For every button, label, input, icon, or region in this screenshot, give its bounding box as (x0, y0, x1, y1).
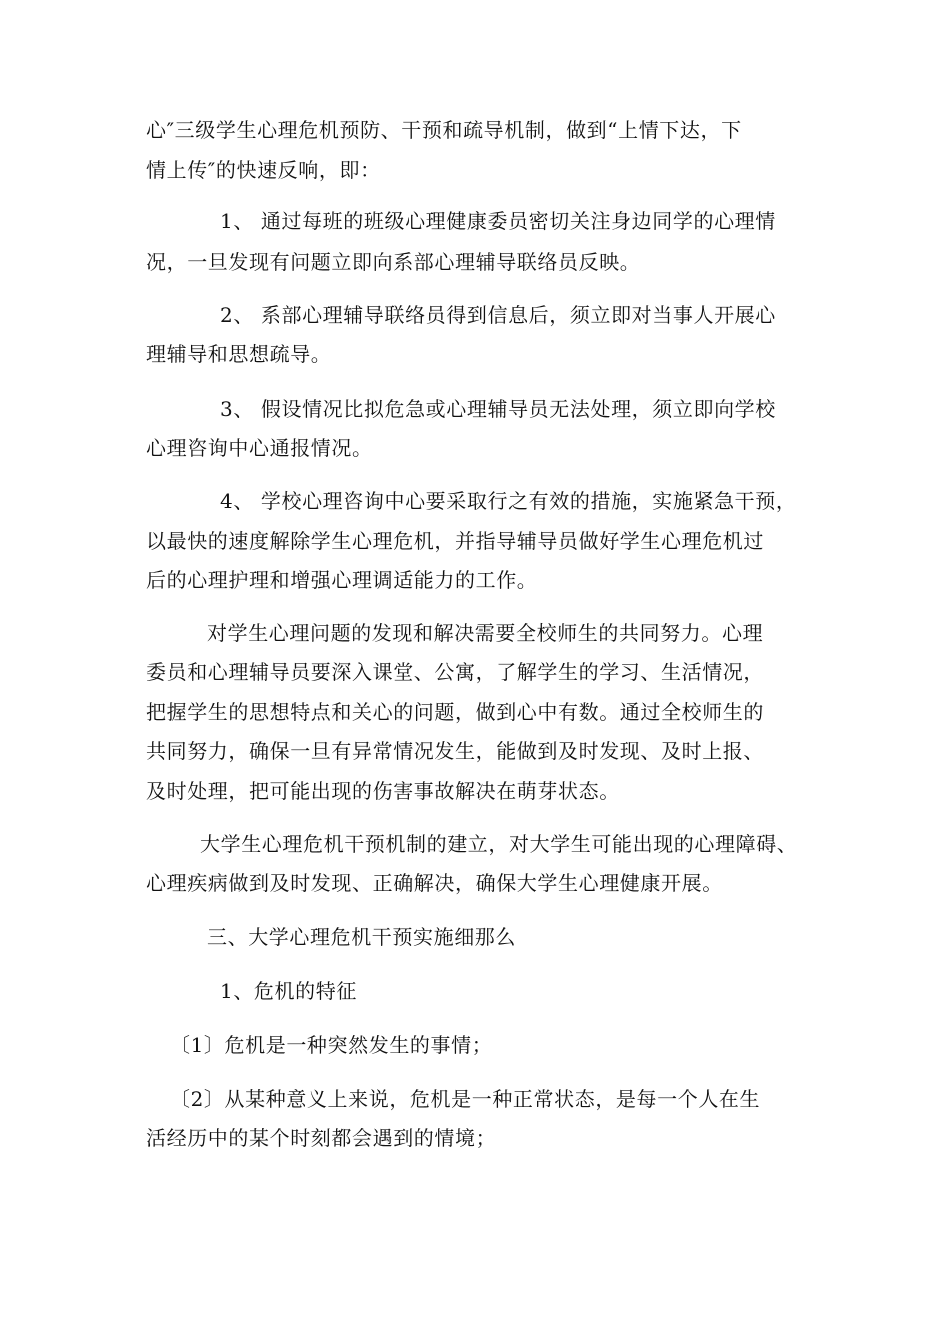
list-item-line: 〔2〕从某种意义上来说，危机是一种正常状态，是每一个人在生 (170, 1087, 761, 1111)
paragraph-line: 把握学生的思想特点和关心的问题，做到心中有数。通过全校师生的 (146, 700, 764, 724)
list-item-3-line: 心理咨询中心通报情况。 (146, 436, 373, 460)
list-item-1-line: 1、 通过每班的班级心理健康委员密切关注身边同学的心理情 (220, 209, 776, 233)
paragraph-line: 共同努力，确保一旦有异常情况发生，能做到及时发现、及时上报、 (146, 739, 764, 763)
paragraph-line: 及时处理，把可能出现的伤害事故解决在萌芽状态。 (146, 779, 620, 803)
section-heading: 三、大学心理危机干预实施细那么 (207, 925, 516, 949)
list-item-3-line: 3、 假设情况比拟危急或心理辅导员无法处理，须立即向学校 (220, 397, 776, 421)
paragraph-line: 委员和心理辅导员要深入课堂、公寓，了解学生的学习、生活情况， (146, 660, 764, 684)
list-item-2-line: 理辅导和思想疏导。 (146, 342, 332, 366)
paragraph-line: 心理疾病做到及时发现、正确解决，确保大学生心理健康开展。 (146, 871, 723, 895)
list-item-4-line: 4、 学校心理咨询中心要采取行之有效的措施，实施紧急干预， (220, 489, 797, 513)
list-item-line: 〔1〕危机是一种突然发生的事情； (170, 1033, 493, 1057)
paragraph-line: 情上传″的快速反响，即： (146, 158, 381, 182)
list-item-1-line: 况，一旦发现有问题立即向系部心理辅导联络员反映。 (146, 250, 641, 274)
list-item-4-line: 以最快的速度解除学生心理危机，并指导辅导员做好学生心理危机过 (146, 529, 764, 553)
list-item-2-line: 2、 系部心理辅导联络员得到信息后，须立即对当事人开展心 (220, 303, 776, 327)
paragraph-line: 对学生心理问题的发现和解决需要全校师生的共同努力。心理 (207, 621, 764, 645)
list-item-4-line: 后的心理护理和增强心理调适能力的工作。 (146, 568, 538, 592)
list-item-line: 活经历中的某个时刻都会遇到的情境； (146, 1126, 497, 1150)
subsection-heading: 1、危机的特征 (220, 979, 357, 1003)
paragraph-line: 大学生心理危机干预机制的建立，对大学生可能出现的心理障碍、 (200, 832, 798, 856)
paragraph-line: 心″三级学生心理危机预防、干预和疏导机制，做到“上情下达，下 (146, 118, 742, 142)
